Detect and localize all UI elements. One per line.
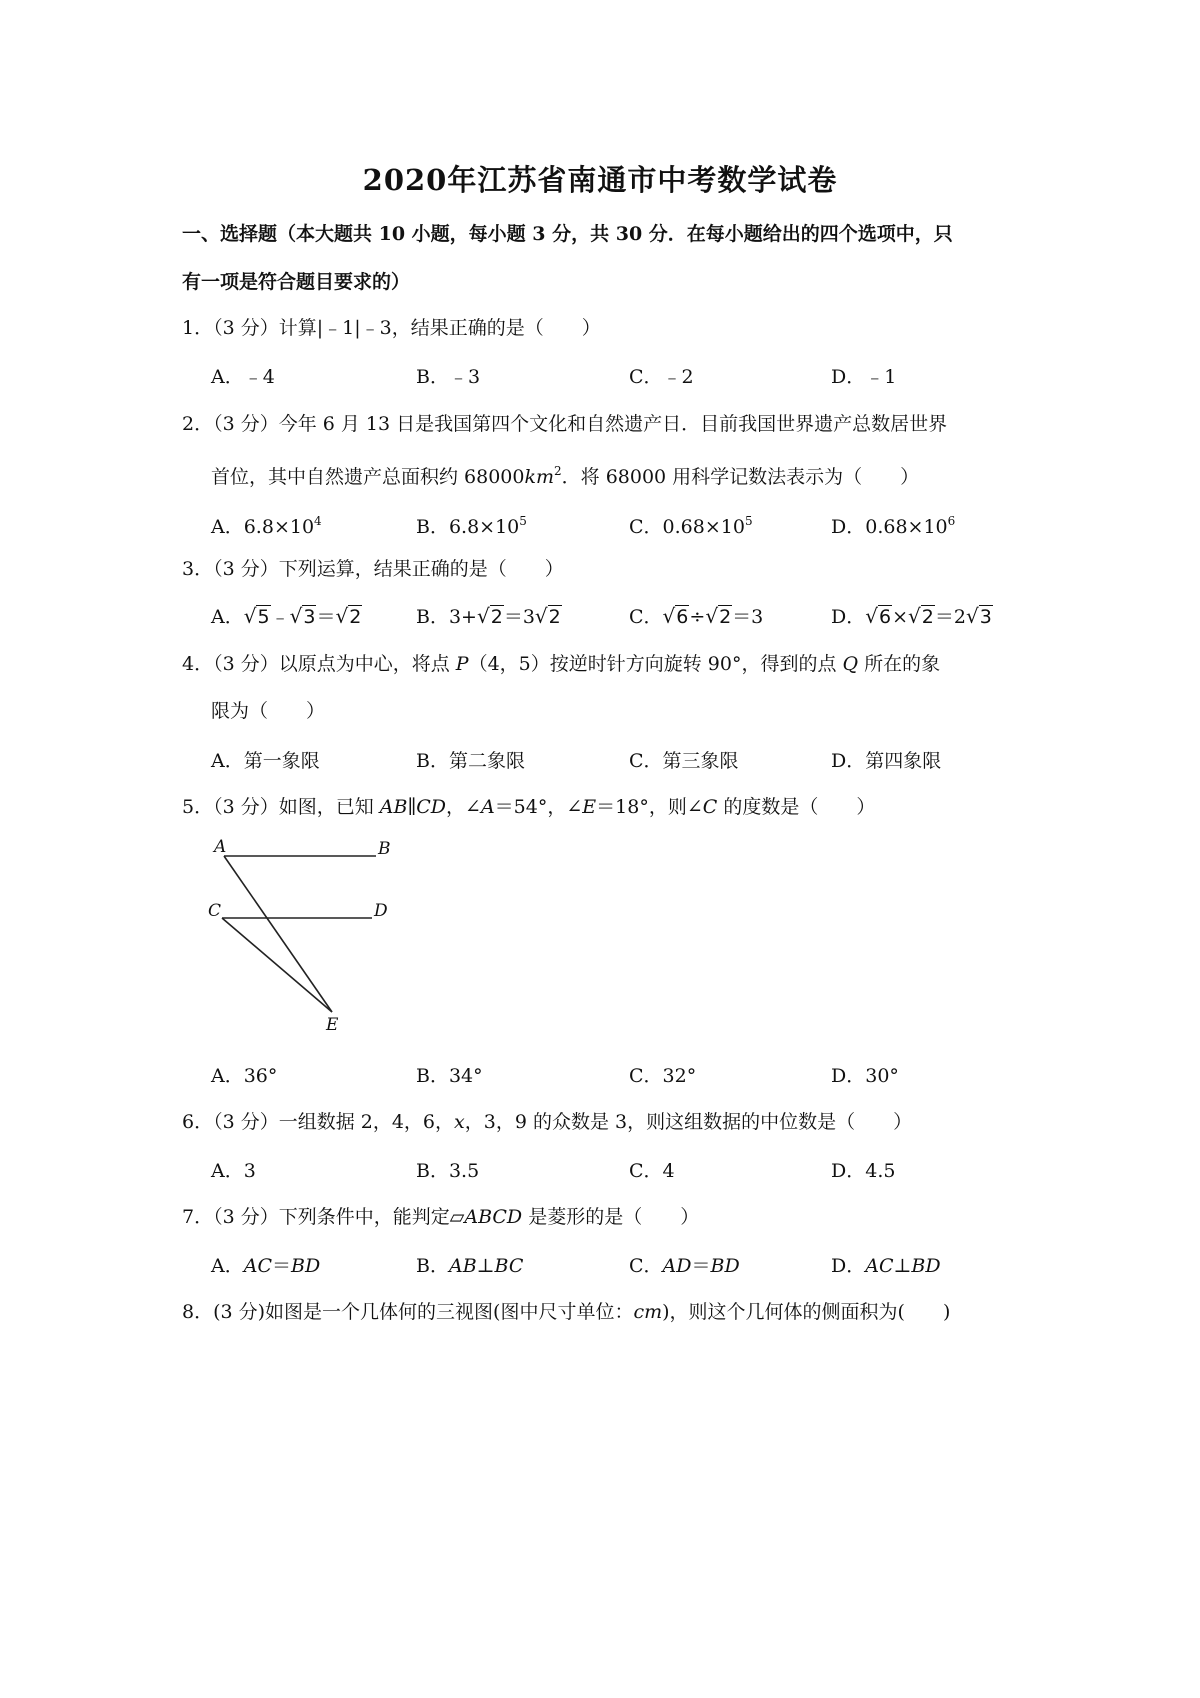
- q6-option-b: B．3.5: [416, 1160, 480, 1182]
- q3-d-radical-2: √2: [908, 604, 934, 628]
- q2-d-base: D．0.68×10: [831, 516, 948, 538]
- q2-option-c: [629, 505, 753, 543]
- q3-option-b: [416, 600, 562, 633]
- question-2-line1: 2．（3 分）今年 6 月 13 日是我国第四个文化和自然遗产日．目前我国世界遗产总数居世界: [182, 413, 948, 435]
- q5-angle-e: E: [582, 796, 597, 818]
- q3-b-radical-1: √2: [476, 604, 503, 628]
- question-3-stem: 3．（3 分）下列运算，结果正确的是（ ）: [182, 558, 564, 580]
- q3-b-eq: ＝3: [503, 606, 535, 628]
- page-title: 2020年江苏省南通市中考数学试卷: [362, 163, 838, 197]
- q3-c-radical-2: √2: [705, 604, 732, 628]
- q8-text-pre: 8．(3 分)如图是一个几体何的三视图(图中尺寸单位：: [182, 1301, 634, 1323]
- q4-option-a: A．第一象限: [211, 750, 320, 772]
- q3-a-prefix: A．: [211, 606, 244, 628]
- question-4-line2: 限为（ ）: [211, 700, 326, 722]
- q8-unit: cm: [633, 1301, 663, 1323]
- q4-option-d: D．第四象限: [831, 750, 942, 772]
- q2-text-b: ．将 68000 用科学记数法表示为（ ）: [561, 466, 920, 488]
- label-c: C: [208, 901, 222, 921]
- q2-c-exp: 5: [744, 514, 753, 528]
- q3-d-radical-3: √3: [965, 604, 992, 628]
- q5-parallel: ∥: [407, 796, 417, 818]
- q5-option-c: C．32°: [629, 1065, 697, 1087]
- q3-a-op: ﹣: [270, 606, 290, 628]
- q2-a-exp: 4: [314, 514, 322, 528]
- q4-option-c: C．第三象限: [629, 750, 739, 772]
- question-1-stem: 1．（3 分）计算|﹣1|﹣3，结果正确的是（ ）: [182, 317, 601, 339]
- section-heading-line2: 有一项是符合题目要求的）: [182, 271, 411, 293]
- q2-text-a: 首位，其中自然遗产总面积约 68000: [211, 466, 525, 488]
- q5-mid2: ＝54°，∠: [494, 796, 583, 818]
- q3-d-eq: ＝2: [934, 606, 966, 628]
- q5-option-b: B．34°: [416, 1065, 483, 1087]
- q7-option-d: D．AC⊥BD: [831, 1255, 941, 1277]
- q5-ab: AB: [379, 796, 408, 818]
- q2-option-b: [416, 505, 527, 543]
- question-2-line2: [211, 447, 919, 501]
- q3-option-c: [629, 600, 763, 633]
- q4-text-a: 4．（3 分）以原点为中心，将点: [182, 653, 456, 675]
- q4-text-b: （4，5）按逆时针方向旋转 90°，得到的点: [468, 653, 843, 675]
- q2-a-base: A．6.8×10: [211, 516, 315, 538]
- q8-text-end: )，则这个几何体的侧面积为( ): [662, 1301, 951, 1323]
- q3-a-radical-3: √2: [335, 604, 362, 628]
- q2-option-d: [831, 505, 955, 543]
- q2-b-base: B．6.8×10: [416, 516, 520, 538]
- q7-text-pre: 7．（3 分）下列条件中，能判定▱: [182, 1206, 465, 1228]
- question-6-stem: [182, 1098, 1042, 1146]
- q6-option-c: C．4: [629, 1160, 675, 1182]
- q3-a-eq: ＝: [316, 606, 336, 628]
- q2-c-base: C．0.68×10: [629, 516, 745, 538]
- q3-c-radical-1: √6: [662, 604, 689, 628]
- q1-option-a: A．﹣4: [211, 366, 275, 388]
- q5-angle-a: A: [480, 796, 495, 818]
- question-8-stem: [182, 1288, 1042, 1336]
- q6-text-pre: 6．（3 分）一组数据 2，4，6，: [182, 1111, 455, 1133]
- q5-geometry-figure: [200, 830, 400, 1040]
- q4-option-b: B．第二象限: [416, 750, 525, 772]
- q3-b-radical-2: √2: [534, 604, 561, 628]
- q4-point-p: P: [455, 653, 469, 675]
- q5-mid3: ＝18°，则∠: [596, 796, 703, 818]
- q3-a-radical-2: √3: [289, 604, 316, 628]
- q2-option-a: [211, 505, 322, 543]
- q3-d-radical-1: √6: [865, 604, 892, 628]
- q5-option-d: D．30°: [831, 1065, 899, 1087]
- label-d: D: [374, 901, 388, 921]
- q2-unit: km: [524, 466, 555, 488]
- q3-d-op: ×: [892, 606, 908, 628]
- q3-option-d: [831, 600, 993, 633]
- q3-option-a: [211, 600, 362, 633]
- q6-option-d: D．4.5: [831, 1160, 896, 1182]
- label-a: A: [214, 837, 227, 857]
- q7-abcd: ABCD: [464, 1206, 523, 1228]
- q2-b-exp: 5: [519, 514, 527, 528]
- q5-mid1: ，∠: [446, 796, 481, 818]
- q1-option-c: C．﹣2: [629, 366, 694, 388]
- q7-option-b: B．AB⊥BC: [416, 1255, 524, 1277]
- q5-cd: CD: [416, 796, 447, 818]
- q6-option-a: A．3: [211, 1160, 256, 1182]
- section-heading-line1: 一、选择题（本大题共 10 小题，每小题 3 分，共 30 分．在每小题给出的四个选项中，只: [182, 223, 953, 245]
- q5-option-a: A．36°: [211, 1065, 278, 1087]
- q4-point-q: Q: [842, 653, 859, 675]
- q4-text-c: 所在的象: [858, 653, 941, 675]
- q6-text-end: ，3，9 的众数是 3，则这组数据的中位数是（ ）: [464, 1111, 913, 1133]
- question-7-stem: [182, 1193, 1042, 1241]
- label-e: E: [326, 1015, 339, 1035]
- q2-unit-exp: 2: [554, 464, 562, 478]
- q5-angle-c: C: [702, 796, 718, 818]
- label-b: B: [378, 839, 391, 859]
- q5-text-pre: 5．（3 分）如图，已知: [182, 796, 380, 818]
- q5-text-end: 的度数是（ ）: [717, 796, 876, 818]
- q7-option-c: C．AD＝BD: [629, 1255, 740, 1277]
- q3-a-radical-1: √5: [243, 604, 270, 628]
- q7-option-a: A．AC＝BD: [211, 1255, 321, 1277]
- q1-option-d: D．﹣1: [831, 366, 897, 388]
- q1-option-b: B．﹣3: [416, 366, 481, 388]
- q3-c-prefix: C．: [629, 606, 663, 628]
- question-5-stem: [182, 783, 1042, 831]
- q2-d-exp: 6: [947, 514, 956, 528]
- q3-c-eq: ＝3: [732, 606, 764, 628]
- q3-d-prefix: D．: [831, 606, 866, 628]
- q6-var-x: x: [454, 1111, 465, 1133]
- q3-c-op: ÷: [689, 606, 706, 628]
- q7-text-end: 是菱形的是（ ）: [522, 1206, 700, 1228]
- q3-b-prefix: B．3+: [416, 606, 477, 628]
- question-4-line1: [182, 640, 1042, 688]
